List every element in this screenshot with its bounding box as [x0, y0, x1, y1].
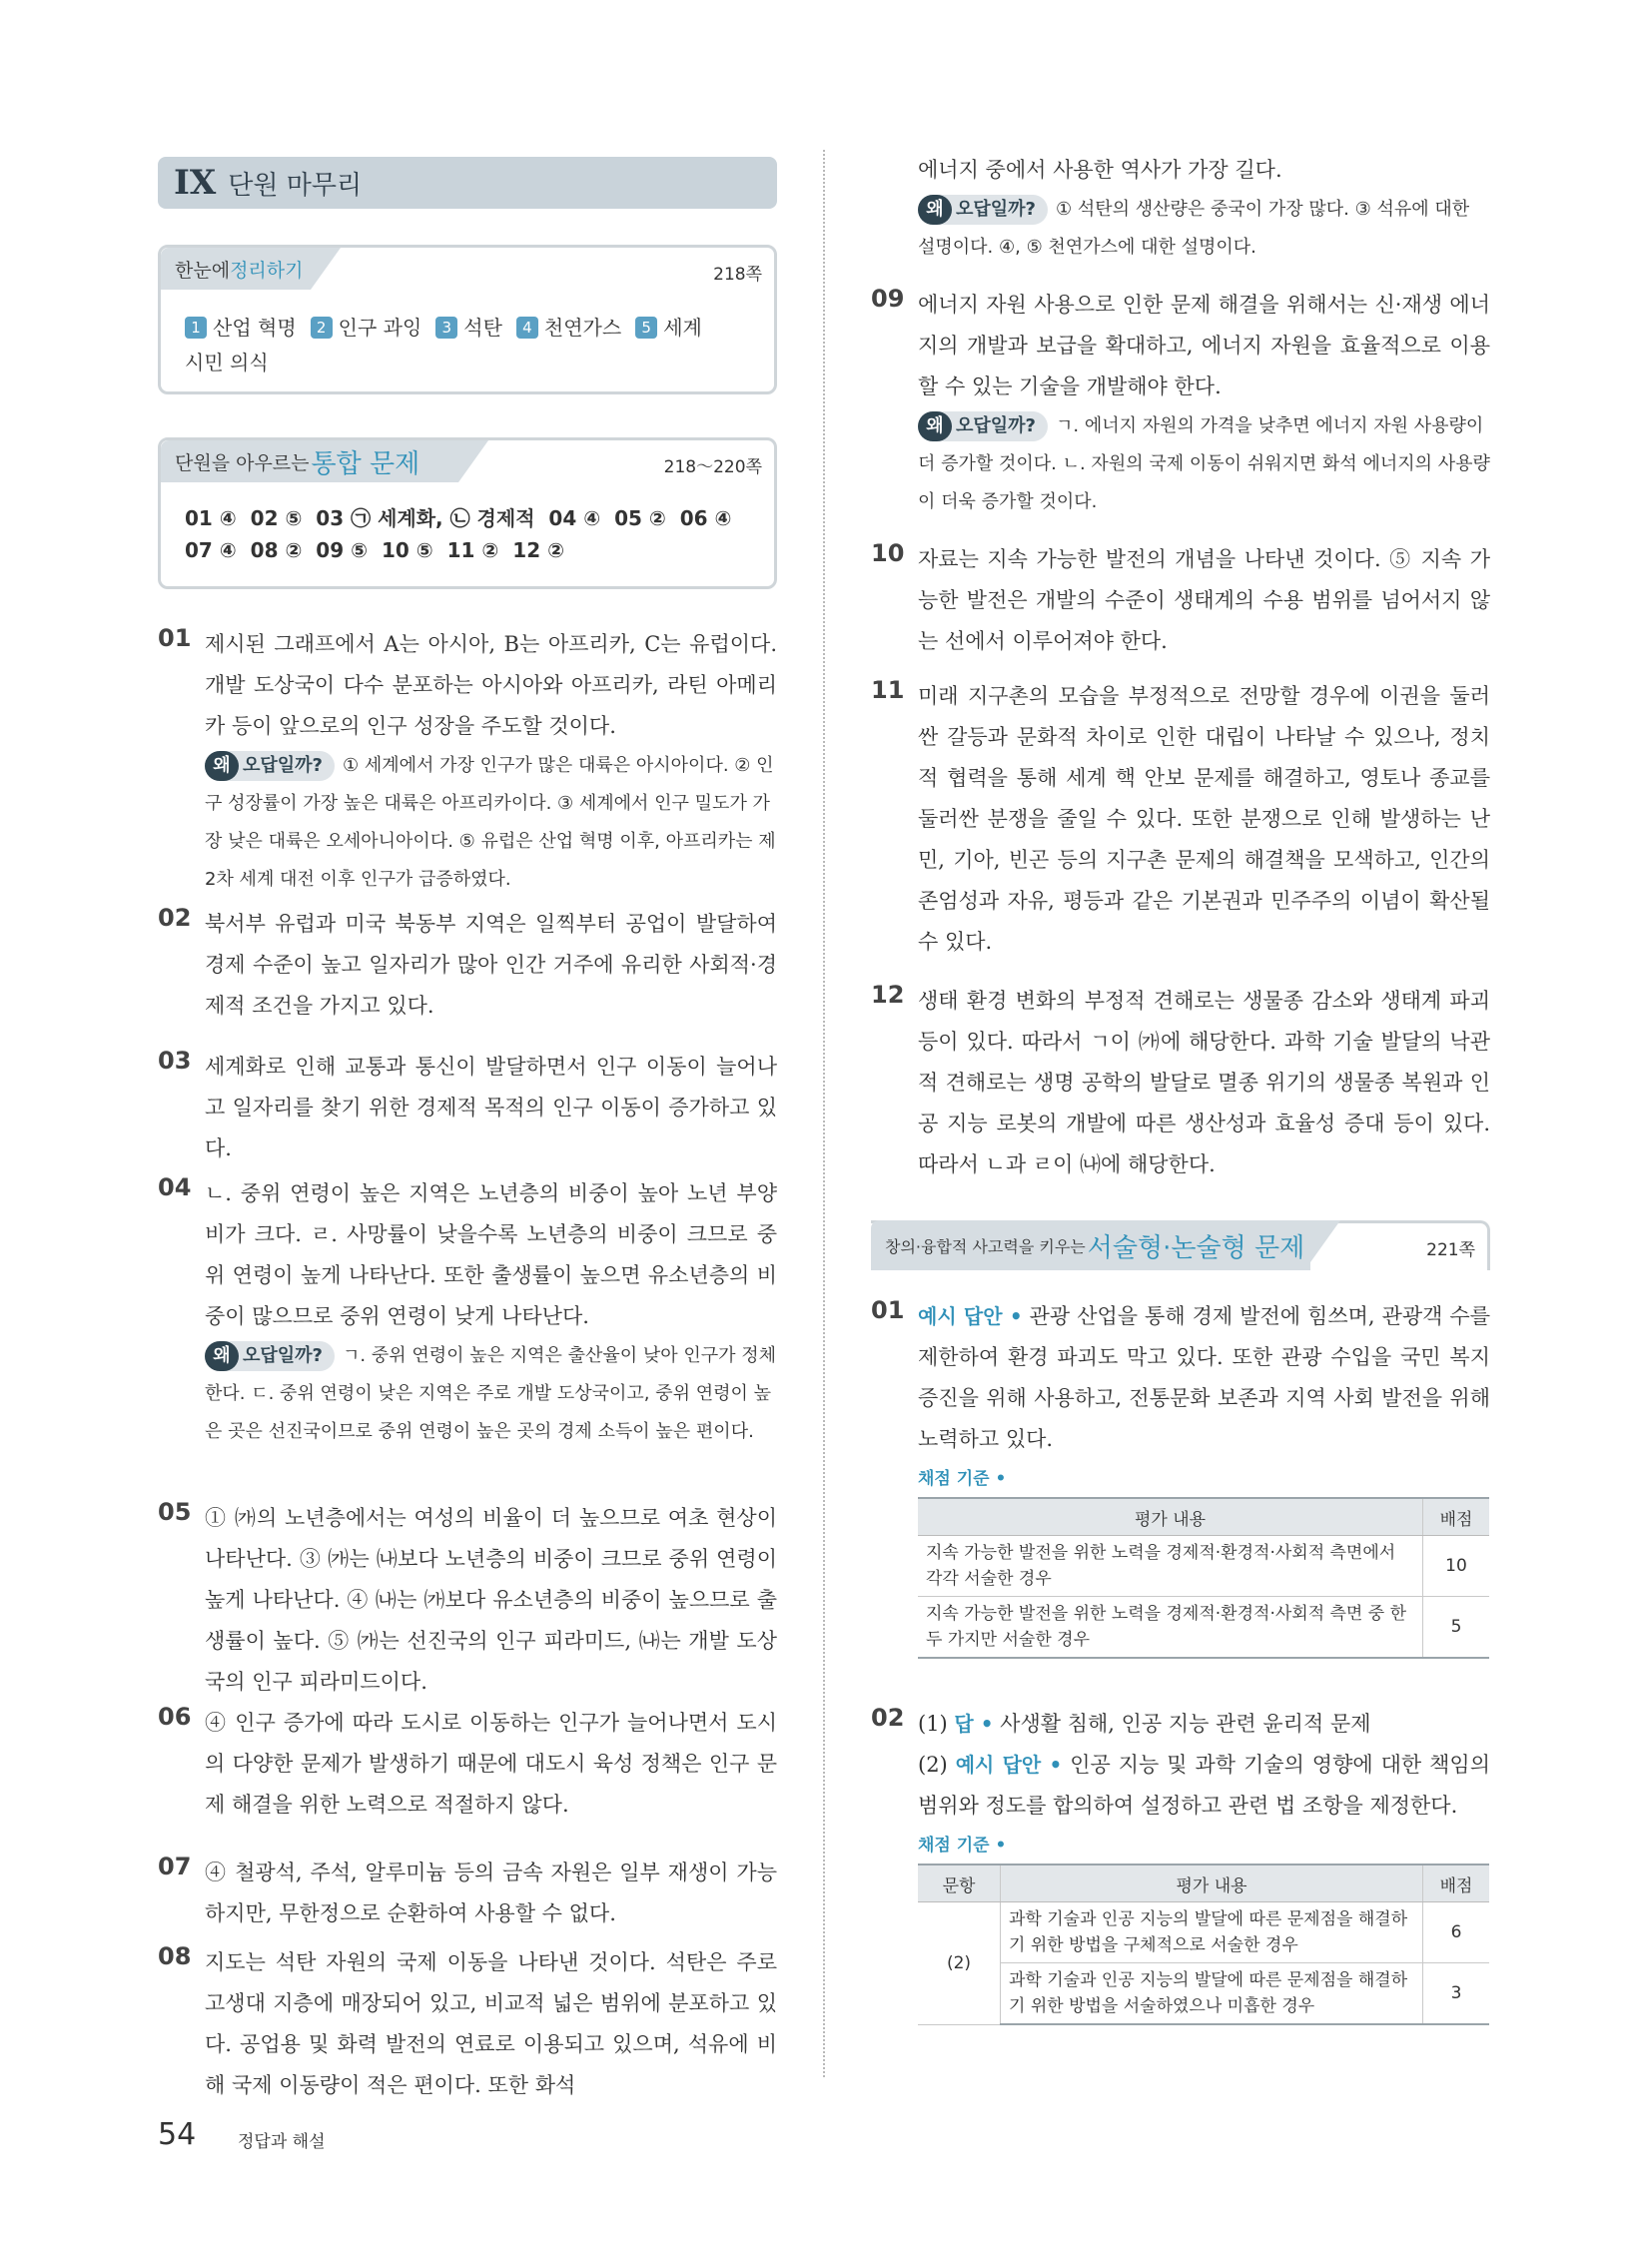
why-label: 오답일까? — [956, 415, 1036, 436]
question-answer-text: 생태 환경 변화의 부정적 견해로는 생물종 감소와 생태계 파괴 등이 있다. 따라서 ㄱ이 ㈎에 해당한다. 과학 기술 발달의 낙관적 견해로는 생명 공학의 발달로 멸종 위기의 생물종 복원과 인공 지능 로봇의 개발에 따른 생산성과 효율성 증대 등이 있다. 따라서 ㄴ과 ㄹ이 ㈏에 해당한다. — [918, 989, 1490, 1176]
rubric-header-score: 배점 — [1423, 1865, 1490, 1902]
question-number: 04 — [158, 1173, 192, 1201]
why-wrong-note — [918, 191, 1490, 267]
question-answer-text: ① ㈎의 노년층에서는 여성의 비율이 더 높으므로 여초 현상이 나타난다. ③ ㈎는 ㈏보다 노년층의 비중이 크므로 중위 연령이 높게 나타난다. ④ ㈏는 ㈎보다 유소년층의 비중이 높으므로 출생률이 높다. ⑤ ㈎는 선진국의 인구 피라미드, ㈏는 개발 도상국의 인구 피라미드이다. — [205, 1506, 777, 1694]
summary-items — [185, 312, 754, 375]
essay-header — [871, 1220, 1490, 1270]
summary-continuation: 시민 의식 — [185, 351, 269, 374]
question-number: 07 — [158, 1853, 192, 1880]
question-02 — [158, 904, 777, 1027]
answers-line-2: 07 ④ 08 ② 09 ⑤ 10 ⑤ 11 ② 12 ② — [185, 538, 564, 562]
why-wrong-note — [205, 1337, 777, 1451]
question-number: 01 — [871, 1296, 905, 1324]
summary-item-number: 2 — [311, 317, 333, 339]
part-text: 인공 지능 및 과학 기술의 영향에 대한 책임의 범위와 정도를 합의하여 설정하고 관련 법 조항을 제정한다. — [918, 1753, 1490, 1818]
example-answer-label: 예시 답안 • — [955, 1753, 1063, 1777]
summary-item-number: 1 — [185, 317, 207, 339]
unit-header — [158, 157, 777, 209]
question-07 — [158, 1853, 777, 1934]
essay-tab — [871, 1220, 1310, 1270]
rubric-content: 과학 기술과 인공 지능의 발달에 따른 문제점을 해결하기 위한 방법을 구체적으로 서술한 경우 — [1001, 1902, 1423, 1963]
why-wrong-badge — [918, 411, 1048, 441]
question-06 — [158, 1703, 777, 1826]
summary-item-number: 3 — [435, 317, 457, 339]
question-answer-text: 세계화로 인해 교통과 통신이 발달하면서 인구 이동이 늘어나고 일자리를 찾기 위한 경제적 목적의 인구 이동이 증가하고 있다. — [205, 1055, 777, 1160]
question-number: 12 — [871, 981, 905, 1009]
why-text: ㄱ. 에너지 자원의 가격을 낮추면 에너지 자원 사용량이 더 증가할 것이다. ㄴ. 자원의 국제 이동이 쉬워지면 화석 에너지의 사용량이 더욱 증가할 것이다. — [918, 415, 1490, 512]
rubric-label: 채점 기준 • — [918, 1469, 1007, 1489]
why-circle-icon: 왜 — [205, 1341, 239, 1371]
summary-tab — [161, 248, 311, 290]
question-answer-text: 에너지 중에서 사용한 역사가 가장 길다. — [918, 158, 1282, 182]
question-03 — [158, 1047, 777, 1169]
part-prefix: (1) — [918, 1712, 955, 1736]
question-cont — [871, 150, 1490, 267]
rubric-score: 5 — [1423, 1597, 1490, 1659]
part-text: 사생활 침해, 인공 지능 관련 윤리적 문제 — [993, 1712, 1371, 1736]
why-circle-icon: 왜 — [205, 751, 239, 781]
question-number: 09 — [871, 285, 905, 313]
rubric-content: 지속 가능한 발전을 위한 노력을 경제적·환경적·사회적 측면에서 각각 서술한 경우 — [918, 1536, 1423, 1597]
essay-answer-text: 관광 산업을 통해 경제 발전에 힘쓰며, 관광객 수를 제한하여 환경 파괴도 막고 있다. 또한 관광 수입을 국민 복지 증진을 위해 사용하고, 전통문화 보존과 지역 사회 발전을 위해 노력하고 있다. — [918, 1304, 1490, 1451]
rubric-content: 지속 가능한 발전을 위한 노력을 경제적·환경적·사회적 측면 중 한두 가지만 서술한 경우 — [918, 1597, 1423, 1659]
question-number: 11 — [871, 676, 905, 704]
summary-item-number: 4 — [516, 317, 538, 339]
rubric-header-item: 문항 — [918, 1865, 1001, 1902]
summary-box — [158, 245, 777, 394]
question-number: 02 — [158, 904, 192, 932]
essay-answer — [918, 1296, 1490, 1460]
integrated-tab-prefix: 단원을 아우르는 — [175, 451, 310, 474]
question-05 — [158, 1498, 777, 1703]
why-wrong-badge — [918, 195, 1048, 225]
summary-item-text: 산업 혁명 — [213, 316, 297, 340]
why-circle-icon: 왜 — [918, 195, 952, 225]
essay-tab-accent: 서술형·논술형 문제 — [1087, 1232, 1305, 1263]
integrated-box — [158, 437, 777, 589]
question-answer-text: 미래 지구촌의 모습을 부정적으로 전망할 경우에 이권을 둘러싼 갈등과 문화적 차이로 인한 대립이 나타날 수 있으나, 정치적 협력을 통해 세계 핵 안보 문제를 해결하고, 영토나 종교를 둘러싼 분쟁을 줄일 수 있다. 또한 분쟁으로 인해 발생하는 난민, 기아, 빈곤 등의 지구촌 문제의 해결책을 모색하고, 인간의 존엄성과 자유, 평등과 같은 기본권과 민주주의 이념이 확산될 수 있다. — [918, 684, 1490, 954]
why-circle-icon: 왜 — [918, 411, 952, 441]
rubric-score: 3 — [1423, 1963, 1490, 2025]
question-answer-text: ㄴ. 중위 연령이 높은 지역은 노년층의 비중이 높아 노년 부양비가 크다. ㄹ. 사망률이 낮을수록 노년층의 비중이 크므로 중위 연령이 높게 나타난다. 또한 출생률이 높으면 유소년층의 비중이 많으므로 중위 연령이 낮게 나타난다. — [205, 1181, 777, 1328]
page-number: 54 — [158, 2117, 197, 2152]
answers-line-1: 01 ④ 02 ⑤ 03 ㉠ 세계화, ㉡ 경제적 04 ④ 05 ② 06 ④ — [185, 506, 732, 530]
summary-item-text: 인구 과잉 — [338, 316, 422, 340]
question-number: 03 — [158, 1047, 192, 1075]
table-row — [918, 1536, 1489, 1597]
question-number: 08 — [158, 1942, 192, 1970]
question-answer-text: 에너지 자원 사용으로 인한 문제 해결을 위해서는 신·재생 에너지의 개발과 보급을 확대하고, 에너지 자원을 효율적으로 이용할 수 있는 기술을 개발해야 한다. — [918, 293, 1490, 398]
integrated-page-ref: 218～220쪽 — [663, 457, 762, 477]
question-answer-text: ④ 인구 증가에 따라 도시로 이동하는 인구가 늘어나면서 도시의 다양한 문제가 발생하기 때문에 대도시 육성 정책은 인구 문제 해결을 위한 노력으로 적절하지 않다. — [205, 1711, 777, 1817]
question-number: 10 — [871, 539, 905, 567]
essay-question-01 — [871, 1296, 1490, 1659]
summary-item-text: 석탄 — [463, 316, 502, 340]
why-label: 오답일까? — [243, 1345, 323, 1366]
question-number: 06 — [158, 1703, 192, 1731]
summary-tab-accent: 정리하기 — [230, 259, 304, 282]
column-divider — [823, 150, 825, 2077]
question-12 — [871, 981, 1490, 1185]
rubric-header-content: 평가 내용 — [918, 1498, 1423, 1536]
question-answer-text: 북서부 유럽과 미국 북동부 지역은 일찍부터 공업이 발달하여 경제 수준이 높고 일자리가 많아 인간 거주에 유리한 사회적·경제적 조건을 가지고 있다. — [205, 912, 777, 1018]
why-text: ① 석탄의 생산량은 중국이 가장 많다. ③ 석유에 대한 설명이다. ④, ⑤ 천연가스에 대한 설명이다. — [918, 199, 1470, 258]
rubric-table — [918, 1864, 1489, 2025]
question-number: 02 — [871, 1704, 905, 1732]
summary-item-number: 5 — [635, 317, 657, 339]
table-row — [918, 1597, 1489, 1659]
summary-tab-prefix: 한눈에 — [175, 259, 231, 282]
rubric-item: (2) — [918, 1902, 1001, 2025]
question-answer-text: 제시된 그래프에서 A는 아시아, B는 아프리카, C는 유럽이다. 개발 도상국이 다수 분포하는 아시아와 아프리카, 라틴 아메리카 등이 앞으로의 인구 성장을 주도할 것이다. — [205, 632, 777, 738]
question-number: 01 — [158, 624, 192, 652]
rubric-score: 10 — [1423, 1536, 1490, 1597]
why-text: ① 세계에서 가장 인구가 많은 대륙은 아시아이다. ② 인구 성장률이 가장 높은 대륙은 아프리카이다. ③ 세계에서 인구 밀도가 가장 낮은 대륙은 오세아니아이다. ⑤ 유럽은 산업 혁명 이후, 아프리카는 제2차 세계 대전 이후 인구가 급증하였다. — [205, 755, 776, 890]
essay-page-ref: 221쪽 — [1426, 1240, 1475, 1260]
rubric-label: 채점 기준 • — [918, 1836, 1007, 1856]
answer-label: 답 • — [954, 1712, 994, 1736]
why-text: ㄱ. 중위 연령이 높은 지역은 출산율이 낮아 인구가 정체한다. ㄷ. 중위 연령이 낮은 지역은 주로 개발 도상국이고, 중위 연령이 높은 곳은 선진국이므로 중위 연령이 높은 곳의 경제 소득이 높은 편이다. — [205, 1345, 777, 1442]
question-09 — [871, 285, 1490, 521]
table-row — [918, 1902, 1489, 1963]
essay-answer-part-1 — [918, 1704, 1490, 1745]
integrated-tab — [161, 440, 458, 482]
rubric-content: 과학 기술과 인공 지능의 발달에 따른 문제점을 해결하기 위한 방법을 서술하였으나 미흡한 경우 — [1001, 1963, 1423, 2025]
question-answer-text: ④ 철광석, 주석, 알루미늄 등의 금속 자원은 일부 재생이 가능하지만, 무한정으로 순환하여 사용할 수 없다. — [205, 1861, 777, 1925]
essay-answer-part-2 — [918, 1745, 1490, 1827]
table-row — [918, 1963, 1489, 2025]
unit-title: 단원 마무리 — [228, 170, 363, 201]
rubric-table — [918, 1497, 1489, 1659]
integrated-tab-accent: 통합 문제 — [311, 448, 420, 479]
essay-tab-prefix: 창의·융합적 사고력을 키우는 — [885, 1236, 1086, 1256]
footer-label: 정답과 해설 — [238, 2132, 326, 2152]
part-prefix: (2) — [918, 1753, 956, 1777]
rubric-score: 6 — [1423, 1902, 1490, 1963]
question-number: 05 — [158, 1498, 192, 1526]
question-04 — [158, 1173, 777, 1451]
essay-question-02 — [871, 1704, 1490, 2025]
example-answer-label: 예시 답안 • — [918, 1304, 1023, 1328]
question-answer-text: 자료는 지속 가능한 발전의 개념을 나타낸 것이다. ⑤ 지속 가능한 발전은 개발의 수준이 생태계의 수용 범위를 넘어서지 않는 선에서 이루어져야 한다. — [918, 547, 1490, 653]
question-10 — [871, 539, 1490, 662]
unit-number: IX — [174, 163, 217, 203]
why-wrong-note — [205, 747, 777, 899]
question-01 — [158, 624, 777, 899]
why-wrong-badge — [205, 751, 335, 781]
why-label: 오답일까? — [243, 755, 323, 776]
summary-page-ref: 218쪽 — [713, 265, 762, 285]
question-answer-text: 지도는 석탄 자원의 국제 이동을 나타낸 것이다. 석탄은 주로 고생대 지층에 매장되어 있고, 비교적 넓은 범위에 분포하고 있다. 공업용 및 화력 발전의 연료로 이용되고 있으며, 석유에 비해 국제 이동량이 적은 편이다. 또한 화석 — [205, 1950, 777, 2097]
why-label: 오답일까? — [956, 199, 1036, 220]
question-11 — [871, 676, 1490, 963]
question-08 — [158, 1942, 777, 2106]
rubric-header-content: 평가 내용 — [1001, 1865, 1423, 1902]
rubric-header-score: 배점 — [1423, 1498, 1490, 1536]
why-wrong-badge — [205, 1341, 335, 1371]
summary-item-text: 천연가스 — [543, 316, 622, 340]
summary-item-text: 세계 — [663, 316, 702, 340]
why-wrong-note — [918, 407, 1490, 521]
